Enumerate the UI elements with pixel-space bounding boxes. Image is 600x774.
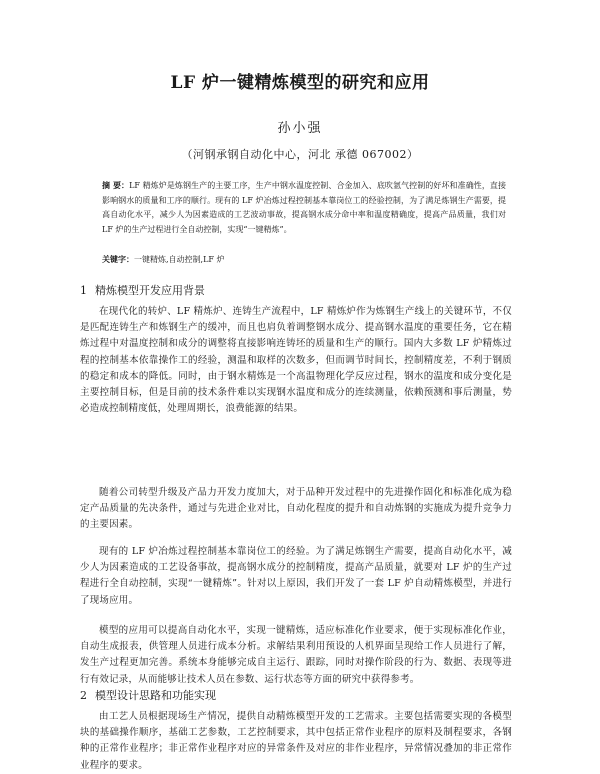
section-1-paragraph-1: 在现代化的转炉、LF 精炼炉、连铸生产流程中，LF 精炼炉作为炼钢生产线上的关键环节，不仅是匹配连铸生产和炼钢生产的缓冲，而且也肩负着调整钢水成分、提高钢水温度的重要任务，它在精炼过程中对温度控制和成分的调整将直接影响连铸坯的质量和生产的顺行。国内大多数 LF 炉精炼过程的控制基本依靠操作工的经验，测温和取样的次数多，但而调节时间长，控制精度差，不利于钢质的稳定和成本的降低。同时，由于钢水精炼是一个高温物理化学反应过程，钢水的温度和成分变化是主要控制目标，但是目前的技术条件难以实现钢水温度和成分的连续测量，依赖预测和事后测量，势必造成控制精度低，处理周期长，浪费能源的结果。	[80, 306, 512, 415]
abstract-text: LF 精炼炉是炼钢生产的主要工序，生产中钢水温度控制、合金加入、底吹氩气控制的好坏和准确性，直接影响钢水的质量和工序的顺行。现有的 LF 炉冶炼过程控制基本靠岗位工的经验控制，为了满足炼钢生产需要，提高自动化水平，减少人为因素造成的工艺波动事故，提高钢水成分命中率和温度精确度，提高产品质量，我们对 LF 炉的生产过程进行全自动控制，实现“一键精炼”。	[102, 181, 506, 234]
section-2-paragraph-1: 由工艺人员根据现场生产情况，提供自动精炼模型开发的工艺需求。主要包括需要实现的各模型块的基础操作顺序，基础工艺参数，工艺控制要求，其中包括正常作业程序的原料及制程要求，各钢种的正常作业程序；非正常作业程序对应的异常条件及对应的非作业程序，异常情况叠加的非正常作业程序的要求。	[80, 711, 512, 771]
section-title: 精炼模型开发应用背景	[95, 284, 205, 297]
section-heading-1	[80, 283, 510, 299]
section-1-paragraph-2: 随着公司转型升级及产品力开发力度加大，对于品种开发过程中的先进操作固化和标准化成为稳定产品质量的先决条件，通过与先进企业对比，自动化程度的提升和自动炼钢的实施成为提升竞争力的主要因素。	[80, 487, 512, 531]
section-number: 2	[80, 689, 87, 702]
section-1-paragraph-3: 现有的 LF 炉冶炼过程控制基本靠岗位工的经验。为了满足炼钢生产需要，提高自动化水平，减少人为因素造成的工艺设备事故，提高钢水成分的控制精度，提高产品质量，就要对 LF 炉的生产过程进行全自动控制，实现“一键精炼”。针对以上原因，我们开发了一套 LF 炉自动精炼模型，并进行了现场应用。	[80, 546, 512, 606]
author-name: 孙小强	[277, 121, 323, 136]
abstract-label: 摘 要：	[102, 180, 130, 190]
keywords-text: 一键精炼,自动控制,LF 炉	[134, 255, 225, 264]
abstract	[102, 178, 506, 237]
author-affiliation: （河钢承钢自动化中心，河北 承德 067002）	[181, 148, 419, 161]
section-heading-2	[80, 688, 510, 704]
keywords	[102, 253, 506, 266]
paper-title: LF 炉一键精炼模型的研究和应用	[170, 73, 430, 93]
section-title: 模型设计思路和功能实现	[95, 689, 216, 702]
section-number: 1	[80, 284, 87, 297]
section-1-paragraph-4: 模型的应用可以提高自动化水平，实现一键精炼，适应标准化作业要求，便于实现标准化作业，自动生成报表，供管理人员进行成本分析。求解结果利用预设的人机界面呈现给工作人员进行了解，发生产过程更加完善。系统本身能够完成自主运行、跟踪，同时对操作阶段的行为、数据、表现等进行有效记录，从而能够让技术人员在参数、运行状态等方面的研究中获得参考。	[80, 625, 512, 685]
keywords-label: 关键字：	[102, 254, 134, 264]
